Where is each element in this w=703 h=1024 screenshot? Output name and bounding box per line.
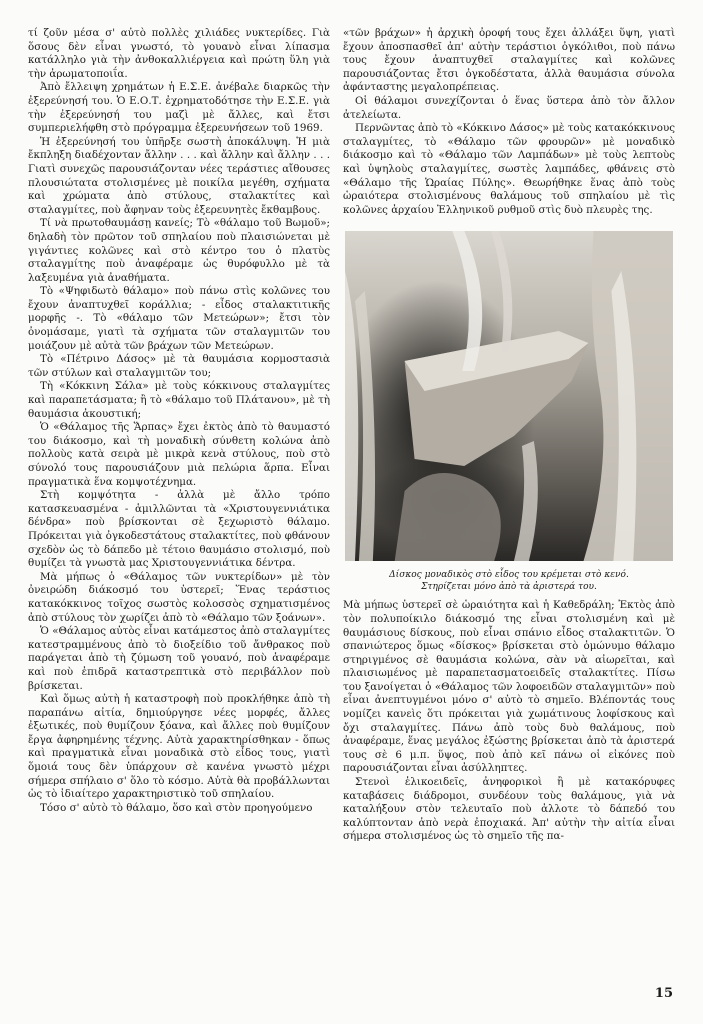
caption-line-1: Δίσκος μοναδικὸς στὸ εἶδος του κρέμεται στὸ κενό. bbox=[389, 570, 629, 581]
paragraph: Τὸ «Ψηφιδωτὸ θάλαμο» ποὺ πάνω στὶς κολῶνες του ἔχουν ἀναπτυχθεῖ κοράλλια; - εἶδος σταλακτιτικῆς μορφῆς -. Τὸ «θάλαμο τῶν Μετεώρων»; ἔτσι τὸν ὀνομάσαμε, γιατὶ τὰ σχήματα τῶν σταλαγμιτῶν του μοιάζουν μὲ αὐτὰ τῶν βράχων τῶν Μετεώρων. bbox=[28, 285, 330, 352]
paragraph: Οἱ θάλαμοι συνεχίζονται ὁ ἕνας ὕστερα ἀπὸ τὸν ἄλλον ἀτελείωτα. bbox=[343, 94, 675, 121]
paragraph: Ἀπὸ ἔλλειψη χρημάτων ἡ Ε.Σ.Ε. ἀνέβαλε διαρκῶς τὴν ἐξερεύνησή του. Ὁ Ε.Ο.Τ. ἐχρηματοδότησε τὴν Ε.Σ.Ε. γιὰ τὴν ἐξερεύνησή του μαζὶ μὲ ἄλλες, καὶ ἔτσι συμπεριελήφθη στὸ πρόγραμμα ἐξερευνήσεων τοῦ 1969. bbox=[28, 81, 330, 135]
paragraph: Μὰ μήπως ὁ «Θάλαμος τῶν νυκτερίδων» μὲ τὸν ὀνειρώδη διάκοσμό του ὑστερεῖ; Ἕνας τεράστιος κατακόκκινος τοῖχος σωστὸς κολοσσὸς σχηματισμένος ἀπὸ στύλους τὸν χωρίζει ἀπὸ τὸ «Θάλαμο τῶν ξοάνων». bbox=[28, 570, 330, 624]
paragraph: Στενοὶ ἑλικοειδεῖς, ἀνηφορικοὶ ἢ μὲ κατακόρυφες καταβάσεις διάδρομοι, συνδέουν τοὺς θαλάμους, γιὰ νὰ καταλήξουν στὸν τελευταῖο ποὺ ἀλλοτε τὸ δάπεδό του καλύπτονταν ἀπὸ νερὰ ἐποχιακά. Ἀπ' αὐτὴν τὴν αἰτία εἶναι σήμερα στολισμένος ὡς τὸ σημεῖο τῆς πα- bbox=[343, 776, 675, 843]
cave-disc-photo bbox=[345, 231, 673, 561]
paragraph: Τί νὰ πρωτοθαυμάσῃ κανείς; Τὸ «θάλαμο τοῦ Βωμοῦ»; δηλαδὴ τὸν πρῶτον τοῦ σπηλαίου ποὺ πλαισιώνεται μὲ γιγάντιες κολῶνες καὶ στὸ κέντρο του ὁ πλατὺς σταλαγμίτης ποὺ ἀναφέραμε ὡς θυρόφυλλο μὲ τὰ λαξευμένα γιὰ ἀναθήματα. bbox=[28, 217, 330, 284]
right-column-top-text bbox=[343, 27, 675, 217]
paragraph: «τῶν βράχων» ἡ ἀρχικὴ ὀροφή τους ἔχει ἀλλάξει ὕψη, γιατὶ ἔχουν ἀποσπασθεῖ ἀπ' αὐτὴν τεράστιοι ὀγκόλιθοι, ποὺ πάνω τους ἔχουν ἀναπτυχθεῖ σταλαγμίτες καὶ κολῶνες παρουσιάζοντας ἔτσι ὀγκοδέστατα, ἀλλὰ θαυμάσια σύνολα ἀφάνταστης μεγαλοπρέπειας. bbox=[343, 27, 675, 94]
paragraph: Περνῶντας ἀπὸ τὸ «Κόκκινο Δάσος» μὲ τοὺς κατακόκκινους σταλαγμίτες, τὸ «Θάλαμο τῶν φρουρῶν» μὲ μοναδικὸ διάκοσμο καὶ τὸ «Θάλαμο τῶν Λαμπάδων» μὲ τοὺς λεπτοὺς καὶ ὑψηλοὺς σταλαγμίτες, σωστὲς λαμπάδες, φθάνεις στὸ «Θάλαμο τῆς Ὡραίας Πύλης». Θεωρήθηκε ἕνας ἀπὸ τοὺς ὡραιότερα στολισμένους θαλάμους τοῦ σπηλαίου μὲ τὶς κολῶνες ἀρχαίου Ἑλληνικοῦ ρυθμοῦ στὶς δυὸ πλευρὲς της. bbox=[343, 122, 675, 216]
paragraph: Ἡ ἐξερεύνησή του ὑπῆρξε σωστὴ ἀποκάλυψη. Ἡ μιὰ ἔκπληξη διαδέχονταν ἄλλην . . . καὶ ἄλλην καὶ ἄλλην . . . Γιατὶ συνεχῶς παρουσιάζονταν νέες τεράστιες αἴθουσες πλουσιώτατα στολισμένες μὲ ποικίλα μεγέθη, σχήματα καὶ χρώματα ἀπὸ στύλους, σταλακτίτες καὶ σταλαγμίτες, ποὺ ἄφηναν τοὺς ἐξερευνητὲς ἔκθαμβους. bbox=[28, 135, 330, 216]
caption-line-2: Στηρίζεται μόνο ἀπὸ τὰ ἀριστερά του. bbox=[421, 582, 597, 593]
paragraph: Ὁ «Θάλαμος τῆς Ἅρπας» ἔχει ἐκτὸς ἀπὸ τὸ θαυμαστό του διάκοσμο, καὶ τὴ μοναδικὴ σύνθετη κολώνα ἀπὸ πολλοὺς κατὰ σειρὰ μὲ μικρὰ κενὰ στύλους, ποὺ στὸ σύνολό τους παρουσιάζουν μιὰ πελώρια ἅρπα. Εἶναι πραγματικὰ ἕνα κομψοτέχνημα. bbox=[28, 421, 330, 488]
page-number: 15 bbox=[654, 986, 673, 1001]
right-column-bottom-text bbox=[343, 599, 675, 844]
paragraph: τί ζοῦν μέσα σ' αὐτὸ πολλὲς χιλιάδες νυκτερίδες. Γιὰ ὅσους δὲν εἶναι γνωστό, τὸ γουανὸ εἶναι λίπασμα κατάλληλο γιὰ τὴν ἀνθοκαλλιέργεια καὶ πρώτη ὕλη γιὰ τὴν ἀρωματοποιΐα. bbox=[28, 27, 330, 80]
paragraph: Τὴ «Κόκκινη Σάλα» μὲ τοὺς κόκκινους σταλαγμίτες καὶ παραπετάσματα; ἢ τὸ «θάλαμο τοῦ Πλάτανου», μὲ τὴ θαυμάσια ἀκουστική; bbox=[28, 380, 330, 420]
paragraph: Στὴ κομψότητα - ἀλλὰ μὲ ἄλλο τρόπο κατασκευασμένα - ἁμιλλῶνται τὰ «Χριστουγεννιάτικα δένδρα» ποὺ βρίσκονται σὲ ξεχωριστὸ θάλαμο. Πρόκειται γιὰ ὀγκοδεστάτους σταλακτίτες, ποὺ φθάνουν σχεδὸν ὡς τὸ δάπεδο μὲ τέτοιο θαυμάσιο στολισμό, ποὺ θυμίζει τὰ γνωστὰ μας Χριστουγεννιάτικα δέντρα. bbox=[28, 489, 330, 570]
paragraph: Τὸ «Πέτρινο Δάσος» μὲ τὰ θαυμάσια κορμοστασιὰ τῶν στύλων καὶ σταλαγμιτῶν του; bbox=[28, 353, 330, 379]
paragraph: Μὰ μήπως ὑστερεῖ σὲ ὡραιότητα καὶ ἡ Καθεδράλη; Ἐκτὸς ἀπὸ τὸν πολυποίκιλο διάκοσμό της εἶναι στολισμένη καὶ μὲ θαυμάσιους δίσκους, ποὺ εἶναι σπάνιο εἶδος σταλακτιτῶν. Ὁ σπανιώτερος ὅμως «δίσκος» βρίσκεται στὸ ὁμώνυμο θάλαμο στηριγμένος σὲ θαυμάσια κολώνα, σὰν νὰ αἰωρεῖται, καὶ πλαισιωμένος μὲ παραπετασματοειδεῖς σταλακτίτες. Πίσω του ξανοίγεται ὁ «Θάλαμος τῶν λοφοειδῶν σταλαγμιτῶν» ποὺ εἶναι ἀνεπτυγμένοι μόνο σ' αὐτὸ τὸ σημεῖο. Βλέποντάς τους νομίζει κανεὶς ὅτι πρόκειται γιὰ χωμάτινους λοφίσκους καὶ ὄχι σταλαγμίτες. Πάνω ἀπὸ τοὺς δυὸ θαλάμους, ποὺ ἀναφέραμε, ἕνας μεγάλος ἐξώστης βρίσκεται ἀπὸ τὰ ἀριστερά τους σὲ 6 μ.π. ὕψος, ποὺ ἀπὸ κεῖ πάνω οἱ εἰκόνες ποὺ παρουσιάζονται εἶναι ἀσύλληπτες. bbox=[343, 599, 675, 775]
paragraph: Καὶ ὅμως αὐτὴ ἡ καταστροφὴ ποὺ προκλήθηκε ἀπὸ τὴ παραπάνω αἰτία, δημιούργησε νέες μορφές, ἄλλες ἐξωτικές, ποὺ θυμίζουν ξόανα, καὶ ἄλλες ποὺ θυμίζουν ἔργα ἀφηρημένης τέχνης. Αὐτὰ χαρακτηρίσθηκαν - ὅπως καὶ πραγματικὰ εἶναι μοναδικὰ στὸ εἶδος τους, γιατὶ ὅμοιά τους δὲν ὑπάρχουν σὲ κανένα γνωστὸ μέχρι σήμερα σπήλαιο σ' ὅλο τὸ κόσμο. Αὐτὰ θὰ προβάλλωνται ὡς τὸ ἰδιαίτερο χαρακτηριστικὸ τοῦ σπηλαίου. bbox=[28, 693, 330, 801]
paragraph: Τόσο σ' αὐτὸ τὸ θάλαμο, ὅσο καὶ στὸν προηγούμενο bbox=[40, 801, 313, 814]
right-column bbox=[343, 27, 675, 844]
photo-caption bbox=[343, 569, 675, 593]
cave-disc-photo-drawing bbox=[345, 231, 673, 561]
left-column bbox=[28, 27, 330, 815]
paragraph: Ὁ «Θάλαμος αὐτὸς εἶναι κατάμεστος ἀπὸ σταλαγμίτες κατεστραμμένους ἀπὸ τὸ διοξείδιο τοῦ ἄνθρακος ποὺ παράγεται ἀπὸ τὴ ζύμωση τοῦ γουανό, ποὺ ἀναφέραμε καὶ ποὺ ἐπιδρᾶ καταστρεπτικὰ στὸ περιβάλλον ποὺ βρίσκεται. bbox=[28, 625, 330, 692]
